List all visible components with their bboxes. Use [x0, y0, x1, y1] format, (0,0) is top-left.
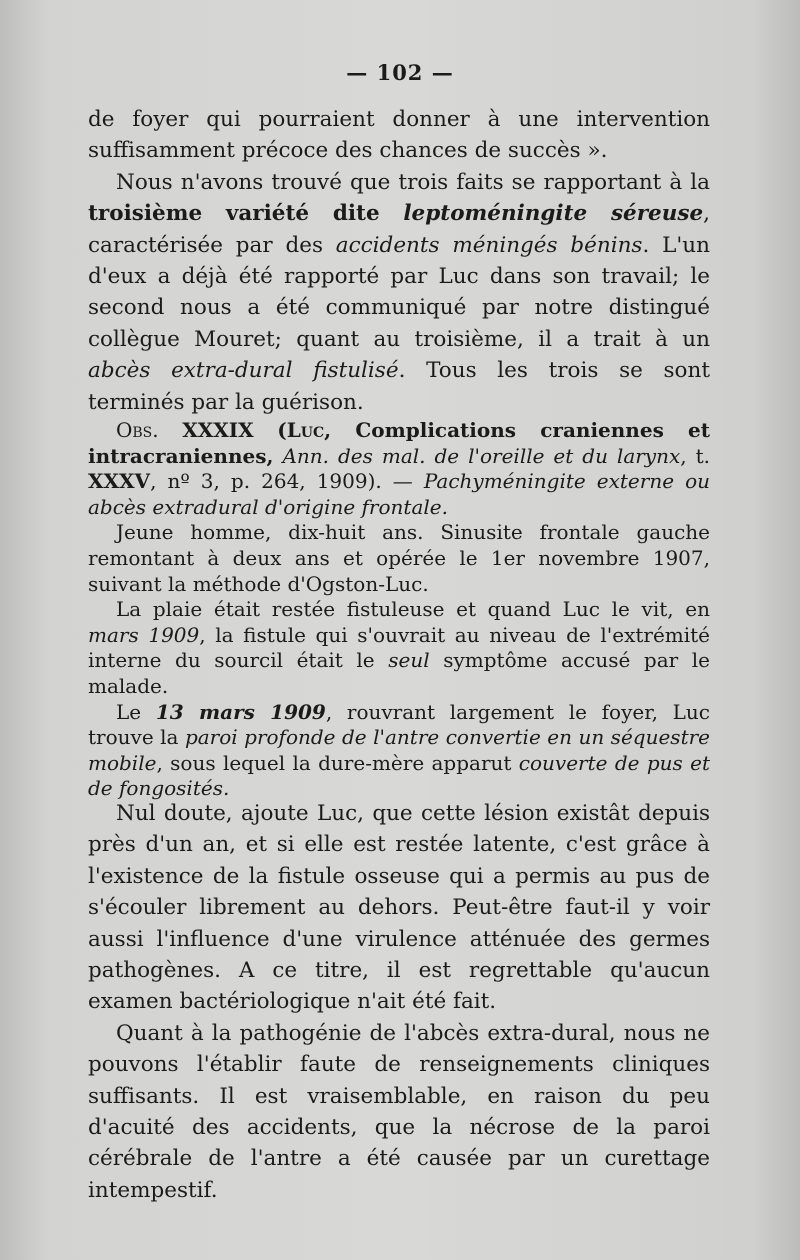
paragraph-nul-doute: Nul doute, ajoute Luc, que cette lésion existât depuis près d'un an, et si elle est restée latente, c'est grâce à l'existence de la fistule osseuse qui a permis au pus de s'écouler librement au dehors. Peut-être faut-il y voir aussi l'influence d'une virulence atténuée des germes pathogènes. A ce titre, il est regrettable qu'aucun examen bactériologique n'ait été fait. — [88, 801, 710, 1015]
paragraph-pathogenie: Quant à la pathogénie de l'abcès extra-dural, nous ne pouvons l'établir faute de renseignements cliniques suffisants. Il est vraisemblable, en raison du peu d'acuité des accidents, que la nécrose de la paroi cérébrale de l'antre a été causée par un curettage intempestif. — [88, 1020, 710, 1203]
observation-paragraph: Le 13 mars 1909, rouvrant largement le foyer, Luc trouve la paroi profonde de l'antre convertie en un séquestre mobile, sous lequel la dure-mère apparut couverte de pus et de fongosités. — [88, 699, 710, 801]
observation-paragraph: La plaie était restée fistuleuse et quand Luc le vit, en mars 1909, la fistule qui s'ouvrait au niveau de l'extrémité interne du sourcil était le seul symptôme accusé par le malade. — [88, 597, 711, 698]
observation-heading: Obs. XXXIX (Luc, Complications craniennes et intracraniennes, Ann. des mal. de l'oreille et du larynx, t. XXXV, nº 3, p. 264, 1909). — Pachyméningite externe ou abcès extradural d'origine frontale. — [88, 418, 711, 519]
observation-block — [88, 418, 710, 802]
page-number: — 102 — — [346, 60, 454, 85]
paragraph-three-cases: Nous n'avons trouvé que trois faits se rapportant à la troisième variété dite leptoméningite séreuse, caractérisée par des accidents méningés bénins. L'un d'eux a déjà été rapporté par Luc dans son travail; le second nous a été communiqué par notre distingué collègue Mouret; quant au troisième, il a trait à un abcès extra-dural fistulisé. Tous les trois se sont terminés par la guérison. — [88, 169, 710, 415]
observation-paragraph: Jeune homme, dix-huit ans. Sinusite frontale gauche remontant à deux ans et opérée le 1er novembre 1907, suivant la méthode d'Ogston-Luc. — [88, 520, 710, 596]
discussion-text — [88, 798, 710, 1206]
paragraph-continuation: de foyer qui pourraient donner à une intervention suffisamment précoce des chances de succès ». — [88, 107, 710, 164]
intro-text — [88, 104, 710, 418]
